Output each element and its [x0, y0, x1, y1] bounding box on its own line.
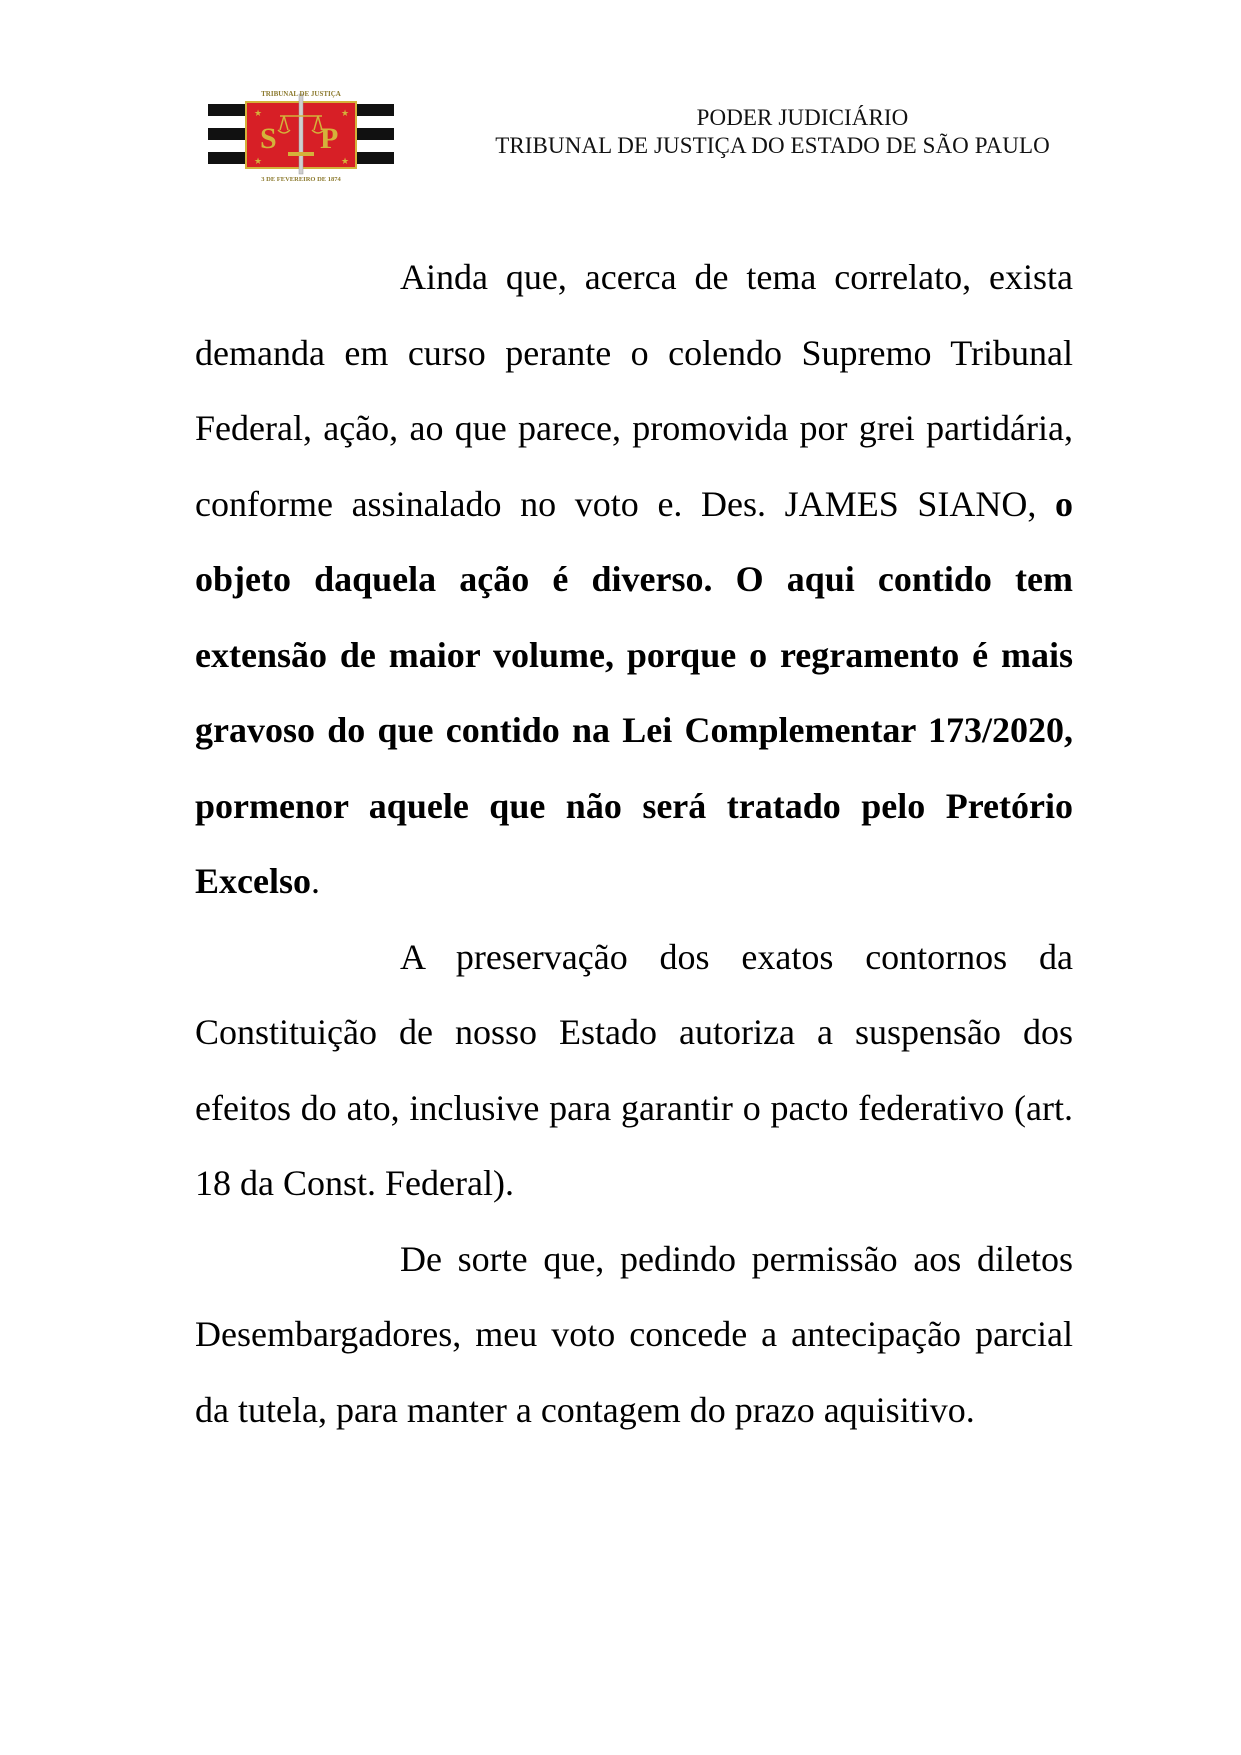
paragraph-1-bold-text: o objeto daquela ação é diverso. O aqui contido tem extensão de maior volume, porque o regramento é mais gravoso do que contido na Lei Complementar 173/2020, pormenor aquele que não será tratado pelo Pretório Excelso	[195, 483, 1073, 901]
paragraph-1	[195, 240, 1073, 920]
paragraph-2: A preservação dos exatos contornos da Constituição de nosso Estado autoriza a suspensão dos efeitos do ato, inclusive para garantir o pacto federativo (art. 18 da Const. Federal).	[195, 936, 1073, 1203]
court-emblem-logo	[208, 86, 394, 186]
emblem-bottom-text: 3 DE FEVEREIRO DE 1874	[261, 176, 341, 183]
sword-hilt	[288, 152, 314, 156]
paragraph-3: De sorte que, pedindo permissão aos diletos Desembargadores, meu voto concede a antecipação parcial da tutela, para manter a contagem do prazo aquisitivo.	[195, 1238, 1073, 1430]
sword-icon	[299, 94, 303, 174]
paragraph-1-text: Ainda que, acerca de tema correlato, exista demanda em curso perante o colendo Supremo Tribunal Federal, ação, ao que parece, promovida por grei partidária, conforme assinalado no voto e. Des. JAMES SIANO,	[195, 257, 1073, 524]
star-icon: ★	[254, 157, 263, 167]
star-icon: ★	[254, 109, 263, 119]
paragraph-1-end: .	[310, 861, 320, 901]
document-header	[470, 104, 1075, 160]
header-line-tribunal: TRIBUNAL DE JUSTIÇA DO ESTADO DE SÃO PAULO	[495, 133, 1050, 158]
emblem-letter-p: P	[320, 122, 339, 155]
header-line-poder-judiciario: PODER JUDICIÁRIO	[696, 105, 909, 130]
emblem-letter-s: S	[260, 122, 277, 155]
star-icon: ★	[341, 157, 350, 167]
document-body	[195, 240, 1073, 1448]
star-icon: ★	[341, 109, 350, 119]
emblem-top-text: TRIBUNAL DE JUSTIÇA	[261, 90, 341, 98]
